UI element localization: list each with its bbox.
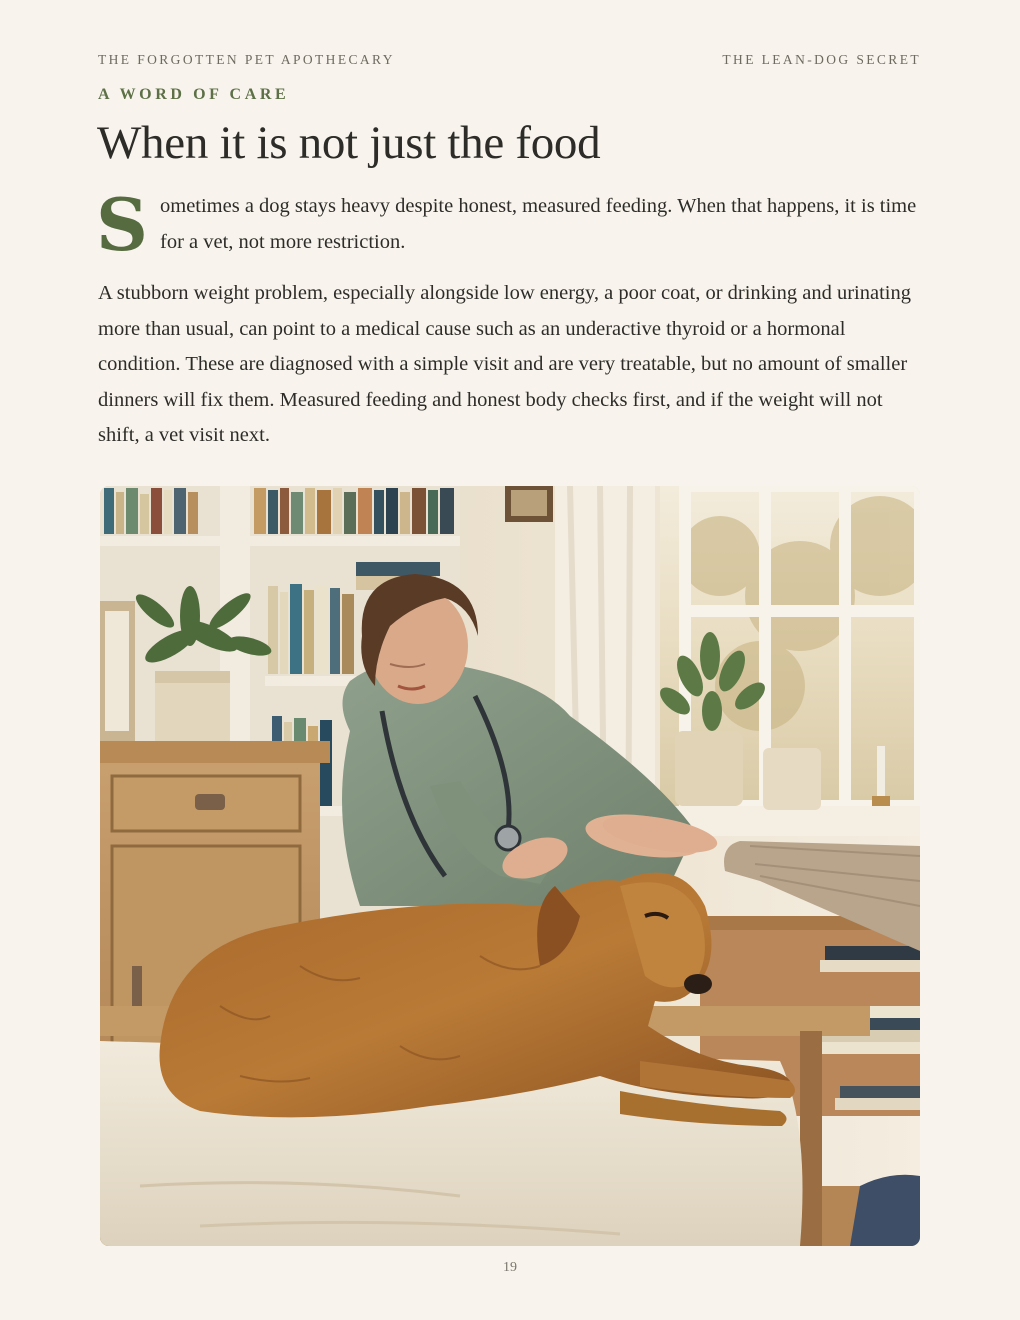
page-number: 19 [503, 1260, 517, 1275]
vet-exam-photo [100, 486, 920, 1246]
drop-cap: S [96, 182, 148, 267]
page-title: When it is not just the food [97, 117, 601, 169]
running-header [98, 52, 921, 68]
lead-paragraph [96, 182, 920, 267]
body-paragraph: A stubborn weight problem, especially alongside low energy, a poor coat, or drinking and urinating more than usual, can point to a medical cause such as an underactive thyroid or a hormonal condition. These are diagnosed with a simple visit and are very treatable, but no amount of smaller dinners will fix them. Measured feeding and honest body checks first, and if the weight will not shift, a vet visit next. [98, 282, 911, 447]
chapter-title: THE LEAN-DOG SECRET [722, 52, 921, 67]
section-kicker: A WORD OF CARE [98, 86, 290, 103]
lead-text: ometimes a dog stays heavy despite honest, measured feeding. When that happens, it is time for a vet, not more restriction. [160, 195, 917, 253]
book-title: THE FORGOTTEN PET APOTHECARY [98, 52, 395, 67]
